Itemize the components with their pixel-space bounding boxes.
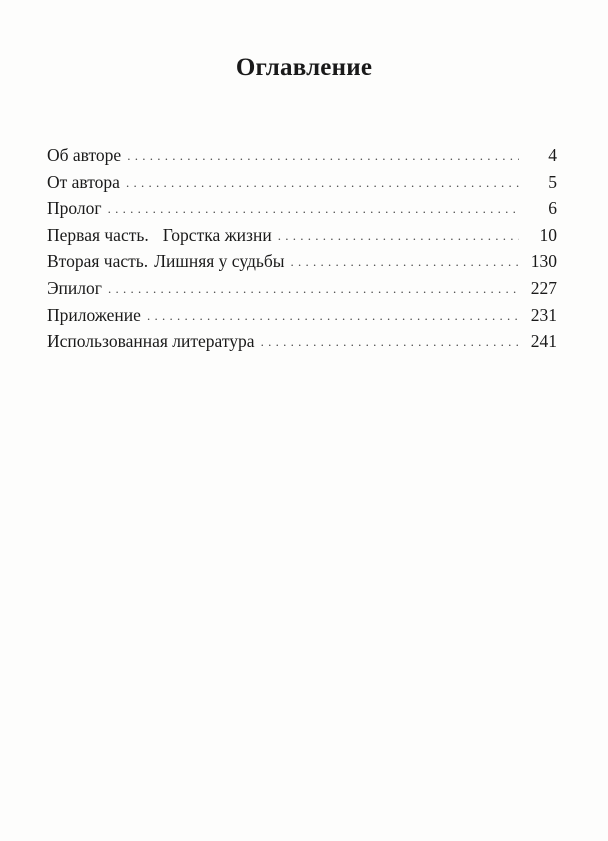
toc-entry-part-title: Лишняя у судьбы	[154, 251, 285, 272]
dot-leader	[291, 249, 519, 276]
toc-entry-appendix	[47, 302, 557, 329]
toc-entry-label: Использованная литература	[47, 331, 255, 352]
dot-leader	[261, 329, 519, 356]
toc-entry-label	[47, 222, 278, 249]
toc-entry-part-title: Горстка жизни	[162, 224, 272, 245]
toc-entry-page-number: 227	[530, 277, 557, 298]
toc-entry-bibliography	[47, 328, 557, 355]
toc-entry-page-number: 5	[548, 171, 557, 192]
dot-leader	[278, 223, 519, 250]
toc-entry-page-number: 231	[530, 304, 557, 325]
toc-entry-from-author	[47, 169, 557, 196]
toc-entry-prologue	[47, 195, 557, 222]
toc-entry-label: Пролог	[47, 198, 102, 219]
toc-entry-label: Эпилог	[47, 277, 102, 298]
toc-entry-page-number: 130	[530, 251, 557, 272]
table-of-contents	[47, 142, 557, 355]
toc-entry-about-author	[47, 142, 557, 169]
toc-entry-label: Об авторе	[47, 145, 122, 165]
page-title: Оглавление	[235, 54, 373, 81]
toc-entry-label: Приложение	[47, 304, 141, 325]
toc-entry-label: От автора	[47, 171, 120, 192]
toc-entry-page-number: 241	[530, 331, 557, 352]
toc-entry-part-name: Первая часть.	[47, 224, 149, 245]
dot-leader	[127, 143, 519, 170]
dot-leader	[108, 276, 519, 303]
toc-entry-page-number: 6	[548, 198, 557, 219]
dot-leader	[147, 303, 519, 330]
toc-entry-label	[47, 248, 291, 275]
toc-entry-part-two	[47, 248, 557, 275]
toc-entry-part-name: Вторая часть.	[47, 251, 149, 272]
toc-entry-epilogue	[47, 275, 557, 302]
toc-entry-page-number: 10	[539, 224, 557, 245]
toc-entry-page-number: 4	[548, 145, 557, 165]
dot-leader	[126, 170, 519, 197]
toc-entry-part-one	[47, 222, 557, 249]
dot-leader	[108, 196, 519, 223]
